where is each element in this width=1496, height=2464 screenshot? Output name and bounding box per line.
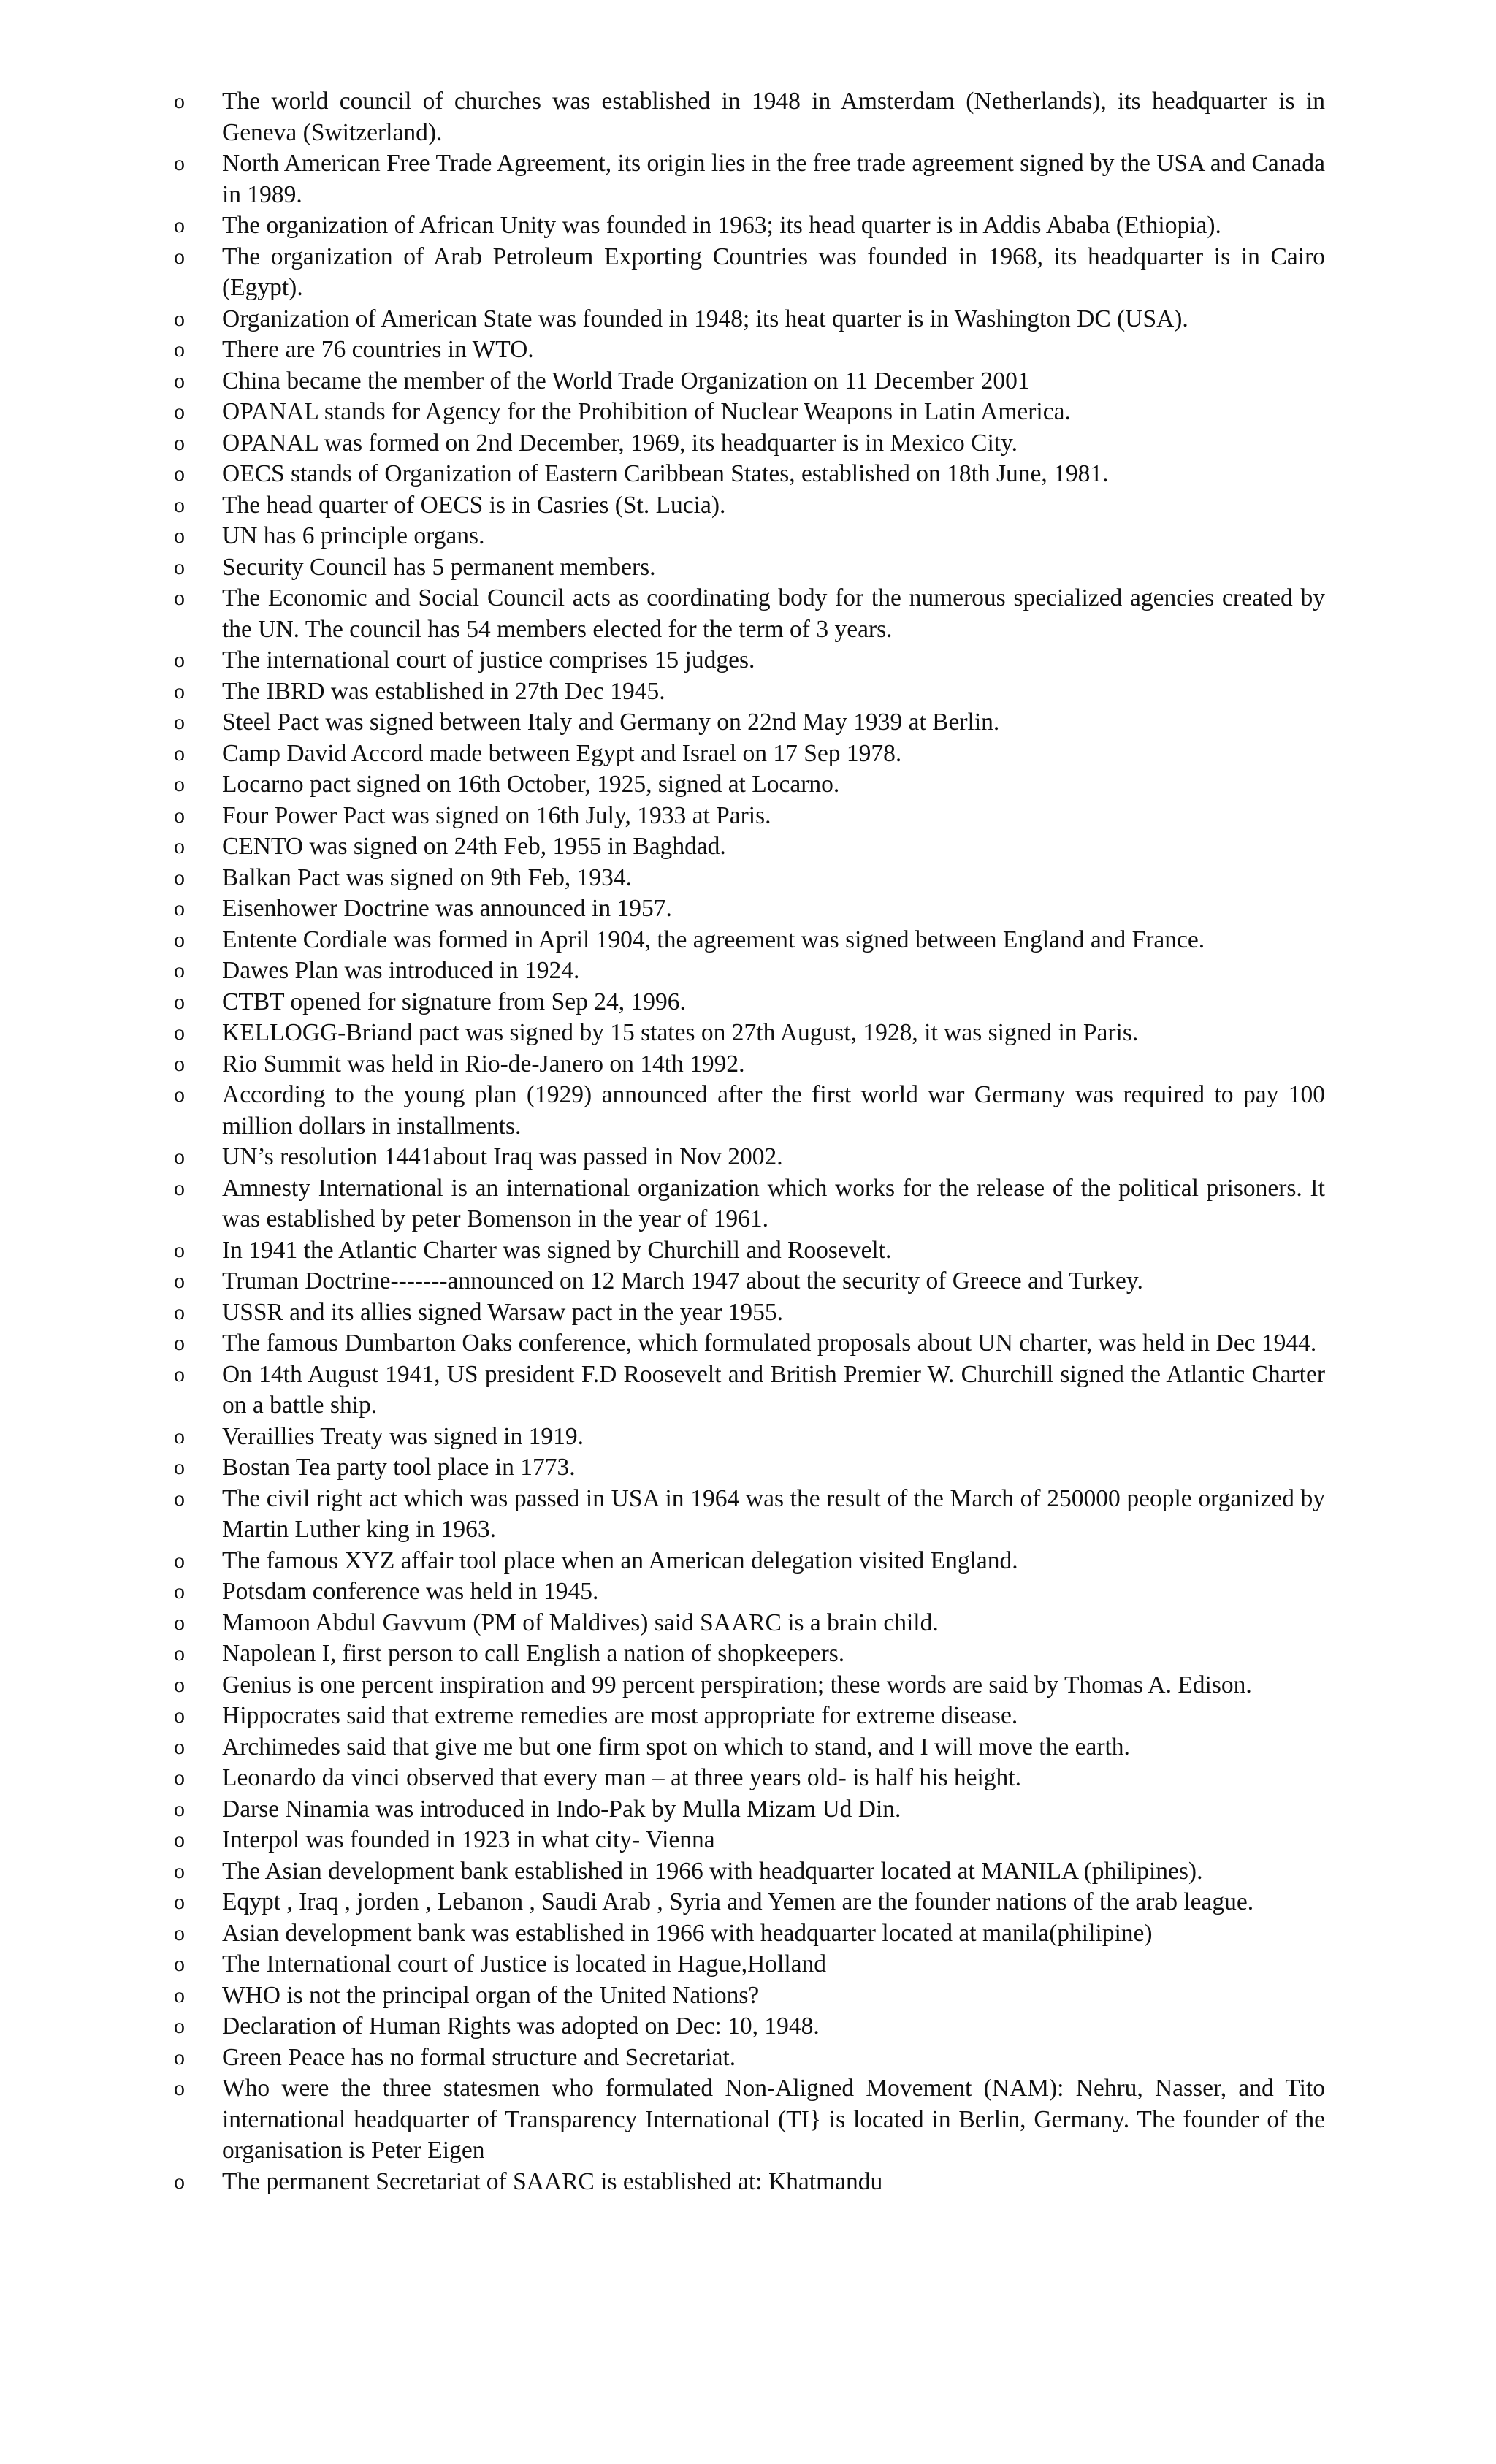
bullet-marker: o bbox=[174, 337, 185, 362]
list-item-text: WHO is not the principal organ of the United Nations? bbox=[222, 1981, 760, 2009]
list-item bbox=[174, 707, 1325, 739]
bullet-marker: o bbox=[174, 524, 185, 548]
list-item-text: Darse Ninamia was introduced in Indo-Pak by Mulla Mizam Ud Din. bbox=[222, 1795, 901, 1823]
list-item bbox=[174, 1484, 1325, 1546]
list-item bbox=[174, 242, 1325, 304]
list-item-text: Interpol was founded in 1923 in what city- Vienna bbox=[222, 1826, 715, 1853]
bullet-marker: o bbox=[174, 2014, 185, 2038]
list-item bbox=[174, 1732, 1325, 1763]
list-item bbox=[174, 2011, 1325, 2042]
bullet-marker: o bbox=[174, 1579, 185, 1603]
bullet-marker: o bbox=[174, 1766, 185, 1790]
list-item bbox=[174, 1918, 1325, 1950]
list-item-text: Green Peace has no formal structure and Secretariat. bbox=[222, 2043, 736, 2071]
list-item-text: Archimedes said that give me but one firm spot on which to stand, and I will move the earth. bbox=[222, 1733, 1130, 1761]
list-item bbox=[174, 1297, 1325, 1329]
bullet-marker: o bbox=[174, 1952, 185, 1976]
list-item bbox=[174, 459, 1325, 490]
bullet-marker: o bbox=[174, 1734, 185, 1759]
list-item bbox=[174, 1670, 1325, 1701]
bullet-marker: o bbox=[174, 989, 185, 1014]
list-item bbox=[174, 893, 1325, 925]
list-item bbox=[174, 1949, 1325, 1980]
bullet-list bbox=[174, 86, 1325, 2197]
bullet-marker: o bbox=[174, 1269, 185, 1293]
list-item bbox=[174, 1546, 1325, 1577]
list-item-text: CENTO was signed on 24th Feb, 1955 in Baghdad. bbox=[222, 833, 726, 860]
bullet-marker: o bbox=[174, 1890, 185, 1914]
list-item bbox=[174, 210, 1325, 242]
list-item bbox=[174, 863, 1325, 894]
bullet-marker: o bbox=[174, 1331, 185, 1355]
list-item-text: Dawes Plan was introduced in 1924. bbox=[222, 957, 580, 984]
list-item bbox=[174, 1359, 1325, 1422]
list-item-text: In 1941 the Atlantic Charter was signed by Churchill and Roosevelt. bbox=[222, 1236, 892, 1264]
list-item bbox=[174, 1576, 1325, 1608]
bullet-marker: o bbox=[174, 2169, 185, 2194]
list-item-text: Security Council has 5 permanent members. bbox=[222, 553, 656, 581]
list-item-text: UN has 6 principle organs. bbox=[222, 522, 485, 549]
list-item bbox=[174, 801, 1325, 832]
bullet-marker: o bbox=[174, 896, 185, 920]
bullet-marker: o bbox=[174, 89, 185, 113]
bullet-marker: o bbox=[174, 1672, 185, 1697]
list-item-text: OPANAL was formed on 2nd December, 1969, its headquarter is in Mexico City. bbox=[222, 429, 1018, 457]
list-item-text: Veraillies Treaty was signed in 1919. bbox=[222, 1422, 584, 1450]
list-item bbox=[174, 304, 1325, 335]
list-item bbox=[174, 1608, 1325, 1639]
list-item-text: CTBT opened for signature from Sep 24, 1996. bbox=[222, 988, 686, 1015]
list-item-text: Steel Pact was signed between Italy and Germany on 22nd May 1939 at Berlin. bbox=[222, 709, 1000, 736]
list-item bbox=[174, 1018, 1325, 1049]
list-item-text: Entente Cordiale was formed in April 1904, the agreement was signed between England and France. bbox=[222, 926, 1205, 953]
list-item-text: Eisenhower Doctrine was announced in 1957. bbox=[222, 895, 672, 922]
list-item bbox=[174, 925, 1325, 956]
list-item bbox=[174, 676, 1325, 708]
list-item bbox=[174, 583, 1325, 645]
list-item-text: Declaration of Human Rights was adopted on Dec: 10, 1948. bbox=[222, 2013, 820, 2040]
bullet-marker: o bbox=[174, 679, 185, 703]
bullet-marker: o bbox=[174, 368, 185, 393]
list-item bbox=[174, 1266, 1325, 1297]
list-item-text: Leonardo da vinci observed that every man – at three years old- is half his height. bbox=[222, 1764, 1021, 1791]
list-item-text: The famous XYZ affair tool place when an American delegation visited England. bbox=[222, 1546, 1018, 1574]
bullet-marker: o bbox=[174, 492, 185, 517]
bullet-marker: o bbox=[174, 1051, 185, 1076]
list-item-text: Napolean I, first person to call English a nation of shopkeepers. bbox=[222, 1640, 845, 1667]
bullet-marker: o bbox=[174, 865, 185, 890]
bullet-marker: o bbox=[174, 1424, 185, 1449]
list-item bbox=[174, 987, 1325, 1018]
bullet-marker: o bbox=[174, 213, 185, 237]
bullet-marker: o bbox=[174, 306, 185, 331]
list-item bbox=[174, 1452, 1325, 1484]
list-item-text: The famous Dumbarton Oaks conference, which formulated proposals about UN charter, was held in Dec 1944. bbox=[222, 1330, 1317, 1357]
bullet-marker: o bbox=[174, 834, 185, 858]
list-item bbox=[174, 552, 1325, 584]
bullet-marker: o bbox=[174, 400, 185, 424]
list-item bbox=[174, 2042, 1325, 2074]
list-item-text: The Asian development bank established in 1966 with headquarter located at MANILA (philipines). bbox=[222, 1857, 1203, 1885]
list-item-text: The Economic and Social Council acts as coordinating body for the numerous specialized agencies created by the UN. The council has 54 members elected for the term of 3 years. bbox=[222, 584, 1325, 643]
bullet-marker: o bbox=[174, 1641, 185, 1666]
list-item-text: Who were the three statesmen who formulated Non-Aligned Movement (NAM): Nehru, Nasser, and Tito international headquarter of Transparency International (TI} is located in Berlin, Germany. The founder of the organisation is Peter Eigen bbox=[222, 2075, 1325, 2164]
list-item-text: OECS stands of Organization of Eastern Caribbean States, established on 18th June, 1981. bbox=[222, 460, 1109, 487]
bullet-marker: o bbox=[174, 710, 185, 734]
bullet-marker: o bbox=[174, 1858, 185, 1883]
list-item-text: KELLOGG-Briand pact was signed by 15 states on 27th August, 1928, it was signed in Paris. bbox=[222, 1019, 1139, 1046]
list-item bbox=[174, 1422, 1325, 1453]
bullet-marker: o bbox=[174, 2045, 185, 2070]
list-item-text: Organization of American State was founded in 1948; its heat quarter is in Washington DC (USA). bbox=[222, 305, 1188, 332]
list-item bbox=[174, 335, 1325, 366]
list-item-text: The International court of Justice is located in Hague,Holland bbox=[222, 1950, 826, 1977]
list-item bbox=[174, 1887, 1325, 1918]
bullet-marker: o bbox=[174, 958, 185, 983]
bullet-marker: o bbox=[174, 1021, 185, 1045]
list-item-text: Four Power Pact was signed on 16th July, 1933 at Paris. bbox=[222, 801, 771, 829]
list-item-text: Genius is one percent inspiration and 99 percent perspiration; these words are said by Thomas A. Edison. bbox=[222, 1671, 1252, 1698]
list-item-text: Amnesty International is an international organization which works for the release of the political prisoners. It was established by peter Bomenson in the year of 1961. bbox=[222, 1174, 1325, 1232]
list-item-text: Hippocrates said that extreme remedies are most appropriate for extreme disease. bbox=[222, 1702, 1018, 1729]
bullet-marker: o bbox=[174, 1145, 185, 1169]
list-item bbox=[174, 1328, 1325, 1359]
list-item bbox=[174, 1825, 1325, 1856]
bullet-marker: o bbox=[174, 1083, 185, 1107]
list-item bbox=[174, 1763, 1325, 1794]
list-item-text: Rio Summit was held in Rio-de-Janero on 14th 1992. bbox=[222, 1050, 745, 1077]
list-item bbox=[174, 521, 1325, 552]
bullet-marker: o bbox=[174, 1610, 185, 1635]
list-item bbox=[174, 645, 1325, 676]
bullet-marker: o bbox=[174, 1828, 185, 1852]
list-item bbox=[174, 831, 1325, 863]
list-item bbox=[174, 1639, 1325, 1670]
list-item bbox=[174, 1142, 1325, 1173]
bullet-marker: o bbox=[174, 1455, 185, 1479]
bullet-marker: o bbox=[174, 1704, 185, 1728]
bullet-marker: o bbox=[174, 1237, 185, 1262]
list-item-text: According to the young plan (1929) announced after the first world war Germany was required to pay 100 million dollars in installments. bbox=[222, 1081, 1325, 1140]
list-item bbox=[174, 1173, 1325, 1235]
list-item-text: Bostan Tea party tool place in 1773. bbox=[222, 1454, 576, 1481]
list-item bbox=[174, 769, 1325, 801]
bullet-marker: o bbox=[174, 1175, 185, 1200]
bullet-marker: o bbox=[174, 1300, 185, 1324]
bullet-marker: o bbox=[174, 586, 185, 610]
bullet-marker: o bbox=[174, 1921, 185, 1945]
bullet-marker: o bbox=[174, 1486, 185, 1511]
list-item bbox=[174, 397, 1325, 428]
list-item-text: Locarno pact signed on 16th October, 1925, signed at Locarno. bbox=[222, 771, 840, 798]
list-item bbox=[174, 2167, 1325, 2198]
list-item-text: The international court of justice comprises 15 judges. bbox=[222, 646, 755, 674]
bullet-marker: o bbox=[174, 554, 185, 579]
list-item bbox=[174, 1856, 1325, 1888]
bullet-marker: o bbox=[174, 430, 185, 455]
list-item-text: Camp David Accord made between Egypt and Israel on 17 Sep 1978. bbox=[222, 739, 902, 767]
list-item-text: Potsdam conference was held in 1945. bbox=[222, 1578, 599, 1605]
bullet-marker: o bbox=[174, 927, 185, 952]
list-item bbox=[174, 366, 1325, 397]
list-item bbox=[174, 148, 1325, 210]
list-item-text: The permanent Secretariat of SAARC is established at: Khatmandu bbox=[222, 2167, 883, 2195]
bullet-marker: o bbox=[174, 803, 185, 828]
list-item-text: Balkan Pact was signed on 9th Feb, 1934. bbox=[222, 863, 633, 891]
bullet-marker: o bbox=[174, 462, 185, 486]
list-item-text: Asian development bank was established in 1966 with headquarter located at manila(philipine) bbox=[222, 1919, 1153, 1947]
list-item bbox=[174, 490, 1325, 522]
list-item bbox=[174, 739, 1325, 770]
list-item bbox=[174, 86, 1325, 148]
list-item bbox=[174, 2073, 1325, 2167]
list-item-text: On 14th August 1941, US president F.D Roosevelt and British Premier W. Churchill signed the Atlantic Charter on a battle ship. bbox=[222, 1360, 1325, 1419]
list-item bbox=[174, 1980, 1325, 2012]
list-item bbox=[174, 1080, 1325, 1142]
list-item bbox=[174, 956, 1325, 987]
list-item-text: There are 76 countries in WTO. bbox=[222, 336, 534, 363]
list-item-text: China became the member of the World Trade Organization on 11 December 2001 bbox=[222, 367, 1030, 394]
list-item-text: The civil right act which was passed in USA in 1964 was the result of the March of 250000 people organized by Martin Luther king in 1963. bbox=[222, 1484, 1325, 1543]
list-item bbox=[174, 1049, 1325, 1080]
list-item-text: OPANAL stands for Agency for the Prohibition of Nuclear Weapons in Latin America. bbox=[222, 398, 1071, 425]
list-item bbox=[174, 428, 1325, 459]
bullet-marker: o bbox=[174, 151, 185, 175]
list-item-text: The IBRD was established in 27th Dec 1945. bbox=[222, 677, 665, 705]
list-item-text: USSR and its allies signed Warsaw pact in the year 1955. bbox=[222, 1298, 783, 1326]
list-item-text: The organization of Arab Petroleum Exporting Countries was founded in 1968, its headquarter is in Cairo (Egypt). bbox=[222, 243, 1325, 301]
list-item-text: The world council of churches was established in 1948 in Amsterdam (Netherlands), its headquarter is in Geneva (Switzerland). bbox=[222, 88, 1325, 146]
bullet-marker: o bbox=[174, 1548, 185, 1573]
bullet-marker: o bbox=[174, 1983, 185, 2007]
list-item-text: The head quarter of OECS is in Casries (St. Lucia). bbox=[222, 491, 726, 519]
list-item bbox=[174, 1794, 1325, 1826]
bullet-marker: o bbox=[174, 2076, 185, 2100]
list-item bbox=[174, 1235, 1325, 1267]
list-item-text: Mamoon Abdul Gavvum (PM of Maldives) said SAARC is a brain child. bbox=[222, 1609, 939, 1636]
bullet-marker: o bbox=[174, 1362, 185, 1387]
bullet-marker: o bbox=[174, 741, 185, 766]
list-item bbox=[174, 1701, 1325, 1732]
list-item-text: Eqypt , Iraq , jorden , Lebanon , Saudi Arab , Syria and Yemen are the founder nations of the arab league. bbox=[222, 1888, 1254, 1915]
list-item-text: Truman Doctrine-------announced on 12 March 1947 about the security of Greece and Turkey. bbox=[222, 1267, 1143, 1294]
bullet-marker: o bbox=[174, 244, 185, 269]
bullet-marker: o bbox=[174, 772, 185, 796]
bullet-marker: o bbox=[174, 648, 185, 672]
list-item-text: The organization of African Unity was founded in 1963; its head quarter is in Addis Ababa (Ethiopia). bbox=[222, 212, 1221, 239]
list-item-text: UN’s resolution 1441about Iraq was passed in Nov 2002. bbox=[222, 1143, 783, 1170]
list-item-text: North American Free Trade Agreement, its origin lies in the free trade agreement signed by the USA and Canada in 1989. bbox=[222, 150, 1325, 208]
bullet-marker: o bbox=[174, 1796, 185, 1821]
